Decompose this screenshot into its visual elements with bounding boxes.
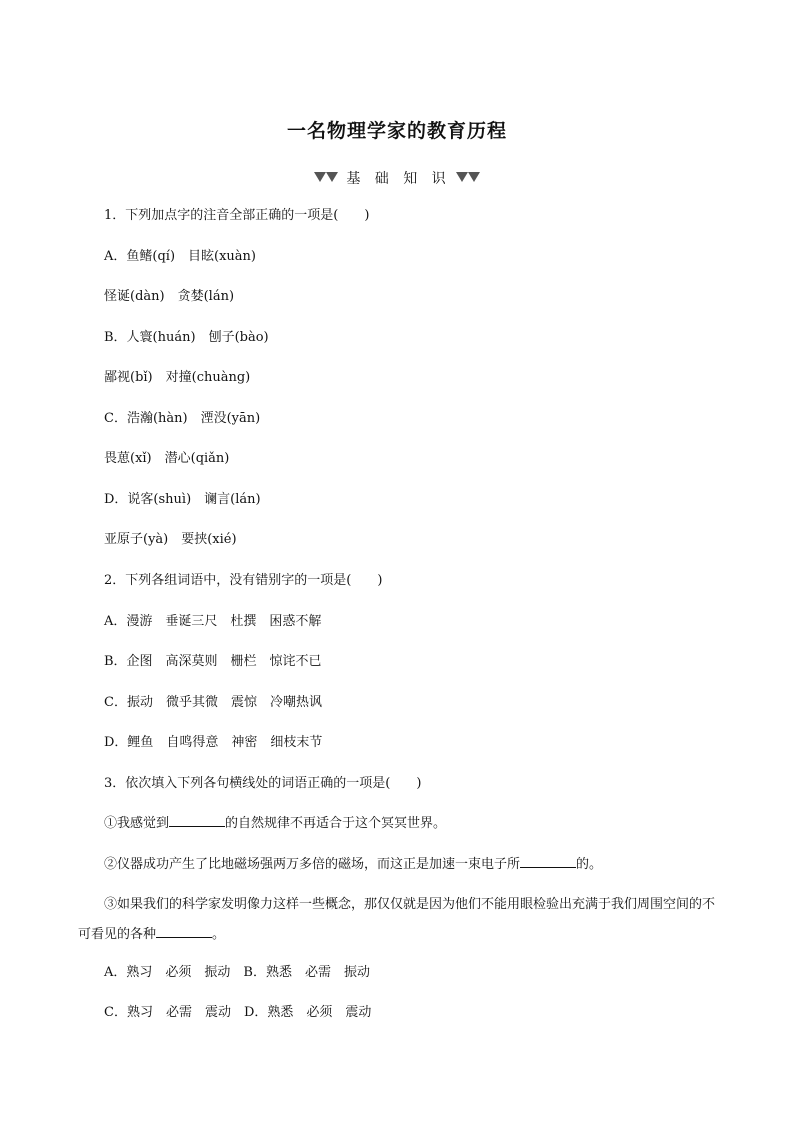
q2-option-c: C．振动 微乎其微 震惊 冷嘲热讽 (104, 695, 322, 710)
triangle-down-icon (314, 172, 326, 182)
page-title: 一名物理学家的教育历程 (286, 120, 507, 142)
fill-blank (169, 814, 225, 827)
q3-stem: 3．依次填入下列各句横线处的词语正确的一项是( ) (104, 776, 422, 791)
q3-s1-before: ①我感觉到 (104, 816, 170, 831)
q1-option-d-line1: D．说客(shuì) 谰言(lán) (104, 492, 261, 507)
fill-blank (520, 855, 576, 868)
q2-option-a: A．漫游 垂诞三尺 杜撰 困惑不解 (104, 614, 322, 629)
q3-options-cd: C．熟习 必需 震动 D．熟悉 必须 震动 (104, 1005, 372, 1020)
q1-option-b-line1: B．人寰(huán) 刨子(bào) (104, 330, 269, 345)
q2-option-b: B．企图 高深莫则 栅栏 惊诧不已 (104, 654, 322, 669)
q1-stem: 1．下列加点字的注音全部正确的一项是( ) (104, 208, 370, 223)
q3-s1-after: 的自然规律不再适合于这个冥冥世界。 (225, 816, 447, 831)
q2-option-d: D．鲤鱼 自鸣得意 神密 细枝末节 (104, 735, 323, 750)
q3-sentence-1 (104, 814, 446, 834)
q3-s3-before: ③如果我们的科学家发明像力这样一些概念，那仅仅就是因为他们不能用眼检验出充满于我们周围空间的不可看见的各种 (78, 897, 716, 942)
q3-s2-before: ②仪器成功产生了比地磁场强两万多倍的磁场，而这正是加速一束电子所 (104, 857, 521, 872)
fill-blank (156, 925, 212, 938)
q3-options-ab: A．熟习 必须 振动 B．熟悉 必需 振动 (104, 965, 370, 980)
q3-s3-after: 。 (212, 927, 226, 942)
triangle-down-icon (468, 172, 480, 182)
q1-option-b-line2: 鄙视(bǐ) 对撞(chuàng) (104, 370, 251, 385)
q1-option-d-line2: 亚原子(yà) 要挟(xié) (104, 532, 237, 547)
q3-sentence-3 (78, 890, 726, 950)
q3-sentence-2 (104, 855, 602, 875)
q1-option-c-line1: C．浩瀚(hàn) 湮没(yān) (104, 411, 261, 426)
section-header (0, 168, 794, 188)
triangle-down-icon (326, 172, 338, 182)
q1-option-a-line1: A．鱼鳍(qí) 目眩(xuàn) (104, 249, 256, 264)
q1-option-a-line2: 怪诞(dàn) 贪婪(lán) (104, 289, 235, 304)
q3-s2-after: 的。 (576, 857, 603, 872)
q1-option-c-line2: 畏葸(xǐ) 潜心(qiǎn) (104, 451, 230, 466)
q2-stem: 2．下列各组词语中，没有错别字的一项是( ) (104, 573, 383, 588)
triangle-down-icon (456, 172, 468, 182)
section-label: 基 础 知 识 (346, 171, 448, 187)
